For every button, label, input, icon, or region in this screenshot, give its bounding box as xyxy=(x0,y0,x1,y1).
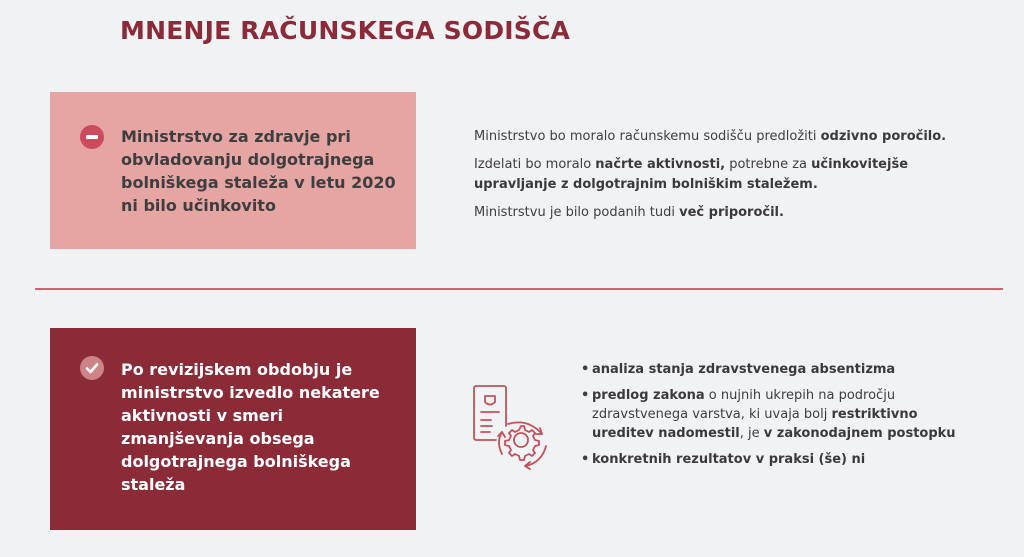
requirement-1: Ministrstvo bo moralo računskemu sodišču predložiti odzivno poročilo. xyxy=(474,129,947,144)
positive-finding-text: Po revizijskem obdobju je ministrstvo izvedlo nekatere aktivnosti v smeri zmanjševanja obsega dolgotrajnega bolniškega staleža xyxy=(121,360,380,494)
requirement-3: Ministrstvu je bilo podanih tudi več priporočil. xyxy=(474,205,784,220)
document-gear-process-icon xyxy=(468,380,552,470)
negative-finding-box xyxy=(50,92,416,249)
requirements-list xyxy=(474,127,994,231)
activity-2: • predlog zakona o nujnih ukrepih na področju zdravstvenega varstva, ki uvaja bolj restriktivno ureditev nadomestil, je v zakonodajnem postopku xyxy=(580,386,970,443)
requirement-2: Izdelati bo moralo načrte aktivnosti, potrebne za učinkovitejše upravljanje z dolgotrajnim bolniškim staležem. xyxy=(474,157,909,192)
activity-3: • konkretnih rezultatov v praksi (še) ni xyxy=(580,450,970,469)
positive-finding-box xyxy=(50,328,416,530)
negative-finding-text: Ministrstvo za zdravje pri obvladovanju dolgotrajnega bolniškega staleža v letu 2020 ni bilo učinkovito xyxy=(121,127,396,215)
section-divider xyxy=(35,288,1003,290)
activities-list xyxy=(580,360,970,476)
minus-circle-icon xyxy=(80,125,104,149)
page-title: MNENJE RAČUNSKEGA SODIŠČA xyxy=(120,16,571,45)
activity-1: • analiza stanja zdravstvenega absentizma xyxy=(580,360,970,379)
check-circle-icon xyxy=(80,356,104,380)
